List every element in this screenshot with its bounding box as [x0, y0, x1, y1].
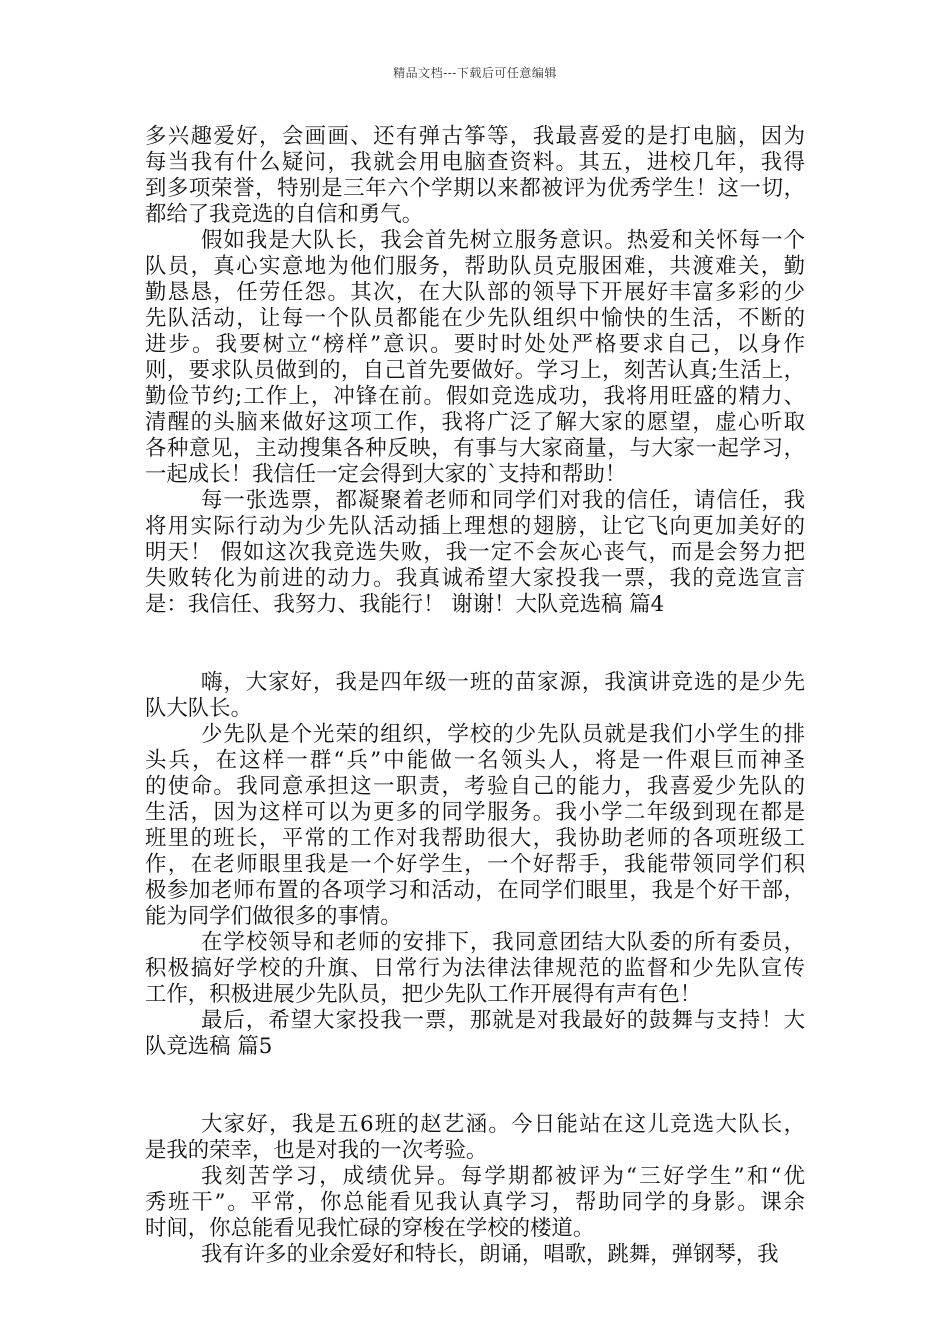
paragraph [145, 1112, 805, 1164]
text-line: 勤恳恳，任劳任怨。其次，在大队部的领导下开展好丰富多彩的少 [145, 280, 805, 305]
text-line: 队大队长。 [145, 696, 252, 721]
text-line: 队竞选稿 篇5 [145, 1034, 273, 1059]
text-line: 大家好，我是五6班的赵艺涵。今日能站在这儿竞选大队长， [201, 1112, 805, 1137]
blank-line [145, 618, 805, 644]
text-line: 清醒的头脑来做好这项工作，我将广泛了解大家的愿望，虚心听取 [145, 410, 805, 435]
text-line: 在学校领导和老师的安排下，我同意团结大队委的所有委员， [201, 930, 805, 955]
paragraph [145, 930, 805, 1008]
text-line: 是我的荣幸，也是对我的一次考验。 [145, 1138, 488, 1163]
text-line: 队员，真心实意地为他们服务，帮助队员克服困难，共渡难关，勤 [145, 254, 805, 279]
paragraph [145, 1008, 805, 1060]
document-body [145, 124, 805, 1268]
paragraph [145, 1164, 805, 1242]
text-line: 明天！ 假如这次我竞选失败，我一定不会灰心丧气，而是会努力把 [145, 540, 805, 565]
blank-line [145, 1086, 805, 1112]
text-line: 先队活动，让每一个队员都能在少先队组织中愉快的生活，不断的 [145, 306, 805, 331]
text-line: 每当我有什么疑问，我就会用电脑查资料。其五，进校几年，我得 [145, 150, 805, 175]
text-line: 少先队是个光荣的组织，学校的少先队员就是我们小学生的排 [201, 722, 805, 747]
text-line: 失败转化为前进的动力。我真诚希望大家投我一票，我的竞选宣言 [145, 566, 805, 591]
text-line: 到多项荣誉，特别是三年六个学期以来都被评为优秀学生！这一切， [145, 176, 805, 201]
paragraph [145, 124, 805, 228]
text-line: 则，要求队员做到的，自己首先要做好。学习上，刻苦认真;生活上， [145, 358, 805, 383]
text-line: 各种意见，主动搜集各种反映，有事与大家商量，与大家一起学习， [145, 436, 805, 461]
text-line: 每一张选票，都凝聚着老师和同学们对我的信任，请信任，我 [201, 488, 805, 513]
text-line: 积极搞好学校的升旗、日常行为法律法律规范的监督和少先队宣传 [145, 956, 805, 981]
text-line: 秀班干”。平常，你总能看见我认真学习，帮助同学的身影。课余 [145, 1190, 805, 1215]
text-line: 多兴趣爱好，会画画、还有弹古筝等，我最喜爱的是打电脑，因为 [145, 124, 805, 149]
text-line: 进步。我要树立“榜样”意识。要时时处处严格要求自己，以身作 [145, 332, 805, 357]
text-line: 工作，积极进展少先队员，把少先队工作开展得有声有色！ [145, 982, 702, 1007]
paragraph [145, 1242, 805, 1268]
text-line: 能为同学们做很多的事情。 [145, 904, 402, 929]
page-header: 精品文档---下载后可任意编辑 [393, 66, 557, 80]
text-line: 一起成长！我信任一定会得到大家的`支持和帮助！ [145, 462, 627, 487]
text-line: 我有许多的业余爱好和特长，朗诵，唱歌，跳舞，弹钢琴，我 [201, 1242, 779, 1267]
blank-line [145, 644, 805, 670]
text-line: 头兵，在这样一群“兵”中能做一名领头人，将是一件艰巨而神圣 [145, 748, 805, 773]
text-line: 的使命。我同意承担这一职责，考验自己的能力，我喜爱少先队的 [145, 774, 805, 799]
text-line: 极参加老师布置的各项学习和活动，在同学们眼里，我是个好干部， [145, 878, 805, 903]
text-line: 班里的班长，平常的工作对我帮助很大，我协助老师的各项班级工 [145, 826, 805, 851]
text-line: 假如我是大队长，我会首先树立服务意识。热爱和关怀每一个 [201, 228, 805, 253]
paragraph [145, 488, 805, 618]
text-line: 我刻苦学习，成绩优异。每学期都被评为“三好学生”和“优 [201, 1164, 805, 1189]
text-line: 勤俭节约;工作上，冲锋在前。假如竞选成功，我将用旺盛的精力、 [145, 384, 805, 409]
text-line: 将用实际行动为少先队活动插上理想的翅膀，让它飞向更加美好的 [145, 514, 805, 539]
text-line: 嗨，大家好，我是四年级一班的苗家源，我演讲竞选的是少先 [201, 670, 805, 695]
text-line: 都给了我竞选的自信和勇气。 [145, 202, 424, 227]
text-line: 最后，希望大家投我一票，那就是对我最好的鼓舞与支持！大 [201, 1008, 805, 1033]
blank-line [145, 1060, 805, 1086]
paragraph [145, 670, 805, 722]
text-line: 作，在老师眼里我是一个好学生，一个好帮手，我能带领同学们积 [145, 852, 805, 877]
text-line: 是：我信任、我努力、我能行！ 谢谢！大队竞选稿 篇4 [145, 592, 665, 617]
text-line: 时间，你总能看见我忙碌的穿梭在学校的楼道。 [145, 1216, 595, 1241]
paragraph [145, 228, 805, 488]
paragraph [145, 722, 805, 930]
text-line: 生活，因为这样可以为更多的同学服务。我小学二年级到现在都是 [145, 800, 805, 825]
